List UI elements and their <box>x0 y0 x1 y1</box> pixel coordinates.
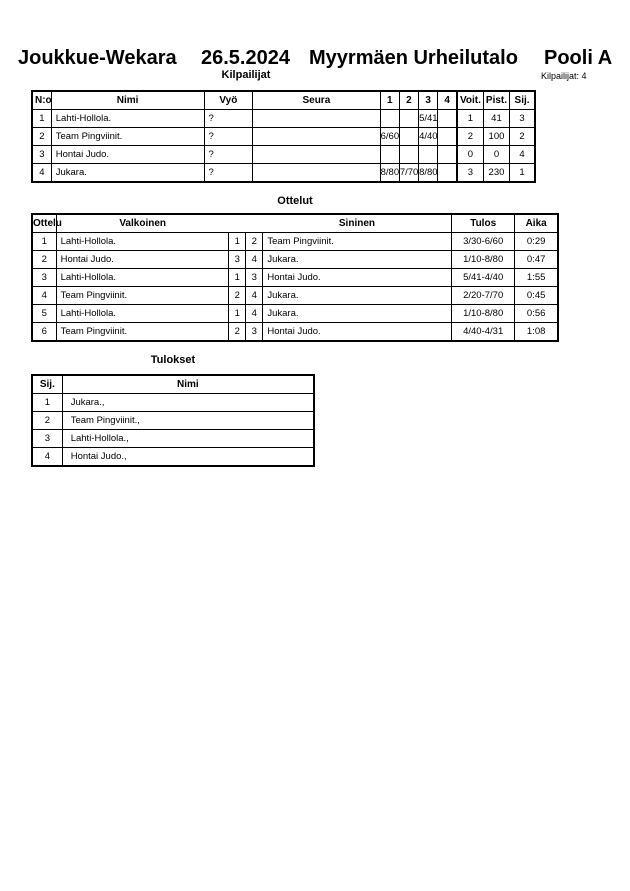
match-time: 0:45 <box>515 287 558 305</box>
result-place: 2 <box>32 412 62 430</box>
col-belt: Vyö <box>204 91 253 110</box>
col-white: Valkoinen <box>56 214 229 233</box>
match-blue-no: 4 <box>246 287 263 305</box>
competitor-wins: 1 <box>457 110 483 128</box>
competitor-row <box>32 110 535 128</box>
match-row <box>32 269 558 287</box>
competitor-row <box>32 164 535 183</box>
competitor-no: 2 <box>32 128 51 146</box>
event-name: Joukkue-Wekara <box>18 47 177 69</box>
match-white: Team Pingviinit. <box>56 323 229 342</box>
col-wins: Voit. <box>457 91 483 110</box>
match-time: 1:55 <box>515 269 558 287</box>
competitor-wins: 3 <box>457 164 483 183</box>
competitor-r1 <box>380 110 399 128</box>
result-name: Hontai Judo., <box>62 448 314 467</box>
match-no: 4 <box>32 287 56 305</box>
result-name: Team Pingviinit., <box>62 412 314 430</box>
result-row <box>32 412 314 430</box>
col-place: Sij. <box>510 91 535 110</box>
match-white-no: 1 <box>229 233 246 251</box>
result-place: 1 <box>32 394 62 412</box>
competitor-wins: 0 <box>457 146 483 164</box>
competitor-r3: 8/80 <box>419 164 438 183</box>
col-club: Seura <box>253 91 381 110</box>
result-place: 4 <box>32 448 62 467</box>
competitor-points: 41 <box>483 110 509 128</box>
competitor-no: 4 <box>32 164 51 183</box>
col-no: N:o <box>32 91 51 110</box>
competitor-r4 <box>438 146 457 164</box>
competitor-wins: 2 <box>457 128 483 146</box>
competitor-r3 <box>419 146 438 164</box>
match-result: 1/10-8/80 <box>452 251 515 269</box>
competitor-no: 3 <box>32 146 51 164</box>
competitor-r2 <box>399 146 418 164</box>
match-row <box>32 251 558 269</box>
competitor-r2 <box>399 128 418 146</box>
match-white: Hontai Judo. <box>56 251 229 269</box>
competitor-name: Hontai Judo. <box>51 146 204 164</box>
competitor-belt: ? <box>204 146 253 164</box>
result-place: 3 <box>32 430 62 448</box>
match-no: 3 <box>32 269 56 287</box>
matches-table <box>31 213 559 342</box>
match-no: 1 <box>32 233 56 251</box>
match-blue-no: 2 <box>246 233 263 251</box>
match-white-no: 1 <box>229 305 246 323</box>
match-white-no: 1 <box>229 269 246 287</box>
results-header-row <box>32 375 314 394</box>
col-match: Ottelu <box>32 214 56 233</box>
match-blue: Hontai Judo. <box>263 269 452 287</box>
match-time: 0:47 <box>515 251 558 269</box>
event-date: 26.5.2024 <box>201 47 290 69</box>
match-result: 1/10-8/80 <box>452 305 515 323</box>
match-white: Lahti-Hollola. <box>56 269 229 287</box>
match-no: 5 <box>32 305 56 323</box>
match-blue-no: 4 <box>246 251 263 269</box>
match-blue: Jukara. <box>263 305 452 323</box>
competitor-points: 100 <box>483 128 509 146</box>
competitor-points: 230 <box>483 164 509 183</box>
match-no: 6 <box>32 323 56 342</box>
match-white: Lahti-Hollola. <box>56 305 229 323</box>
competitor-place: 4 <box>510 146 535 164</box>
match-result: 3/30-6/60 <box>452 233 515 251</box>
competitors-heading: Kilpailijat <box>221 69 271 81</box>
competitors-header-row <box>32 91 535 110</box>
col-name: Nimi <box>51 91 204 110</box>
match-row <box>32 287 558 305</box>
competitor-row <box>32 146 535 164</box>
match-no: 2 <box>32 251 56 269</box>
col-r1: 1 <box>380 91 399 110</box>
match-blue-no: 3 <box>246 269 263 287</box>
competitor-name: Jukara. <box>51 164 204 183</box>
competitor-belt: ? <box>204 164 253 183</box>
match-result: 2/20-7/70 <box>452 287 515 305</box>
competitor-r1 <box>380 146 399 164</box>
competitor-club <box>253 164 381 183</box>
col-blue: Sininen <box>263 214 452 233</box>
col-result: Tulos <box>452 214 515 233</box>
competitor-name: Lahti-Hollola. <box>51 110 204 128</box>
competitor-r3: 5/41 <box>419 110 438 128</box>
competitor-r2: 7/70 <box>399 164 418 183</box>
match-blue: Hontai Judo. <box>263 323 452 342</box>
competitor-club <box>253 146 381 164</box>
result-row <box>32 430 314 448</box>
result-row <box>32 448 314 467</box>
match-white: Lahti-Hollola. <box>56 233 229 251</box>
match-row <box>32 323 558 342</box>
match-white-no: 2 <box>229 287 246 305</box>
event-venue: Myyrmäen Urheilutalo <box>309 47 518 69</box>
col-result-name: Nimi <box>62 375 314 394</box>
col-r4: 4 <box>438 91 457 110</box>
competitor-points: 0 <box>483 146 509 164</box>
pool-name: Pooli A <box>544 47 613 69</box>
competitor-belt: ? <box>204 128 253 146</box>
result-row <box>32 394 314 412</box>
competitors-table <box>31 90 536 183</box>
competitor-r4 <box>438 128 457 146</box>
competitor-club <box>253 110 381 128</box>
competitor-place: 1 <box>510 164 535 183</box>
match-blue: Jukara. <box>263 287 452 305</box>
col-white-no <box>229 214 246 233</box>
col-result-place: Sij. <box>32 375 62 394</box>
competitor-r1: 6/60 <box>380 128 399 146</box>
col-r3: 3 <box>419 91 438 110</box>
match-time: 0:29 <box>515 233 558 251</box>
competitor-place: 3 <box>510 110 535 128</box>
match-time: 0:56 <box>515 305 558 323</box>
competitor-name: Team Pingviinit. <box>51 128 204 146</box>
competitor-r2 <box>399 110 418 128</box>
competitor-place: 2 <box>510 128 535 146</box>
match-white: Team Pingviinit. <box>56 287 229 305</box>
col-points: Pist. <box>483 91 509 110</box>
result-name: Jukara., <box>62 394 314 412</box>
match-blue-no: 3 <box>246 323 263 342</box>
col-time: Aika <box>515 214 558 233</box>
results-heading: Tulokset <box>150 354 196 366</box>
match-result: 4/40-4/31 <box>452 323 515 342</box>
result-name: Lahti-Hollola., <box>62 430 314 448</box>
matches-heading: Ottelut <box>277 195 313 207</box>
match-blue-no: 4 <box>246 305 263 323</box>
competitor-r1: 8/80 <box>380 164 399 183</box>
match-result: 5/41-4/40 <box>452 269 515 287</box>
competitor-no: 1 <box>32 110 51 128</box>
competitor-row <box>32 128 535 146</box>
competitor-r4 <box>438 164 457 183</box>
competitor-club <box>253 128 381 146</box>
match-blue: Jukara. <box>263 251 452 269</box>
competitor-r3: 4/40 <box>419 128 438 146</box>
matches-header-row <box>32 214 558 233</box>
page-title <box>18 45 618 71</box>
results-table <box>31 374 315 467</box>
match-blue: Team Pingviinit. <box>263 233 452 251</box>
match-white-no: 2 <box>229 323 246 342</box>
match-row <box>32 305 558 323</box>
match-row <box>32 233 558 251</box>
match-white-no: 3 <box>229 251 246 269</box>
competitor-belt: ? <box>204 110 253 128</box>
competitors-count: Kilpailijat: 4 <box>541 71 587 81</box>
match-time: 1:08 <box>515 323 558 342</box>
competitor-r4 <box>438 110 457 128</box>
col-r2: 2 <box>399 91 418 110</box>
col-blue-no <box>246 214 263 233</box>
